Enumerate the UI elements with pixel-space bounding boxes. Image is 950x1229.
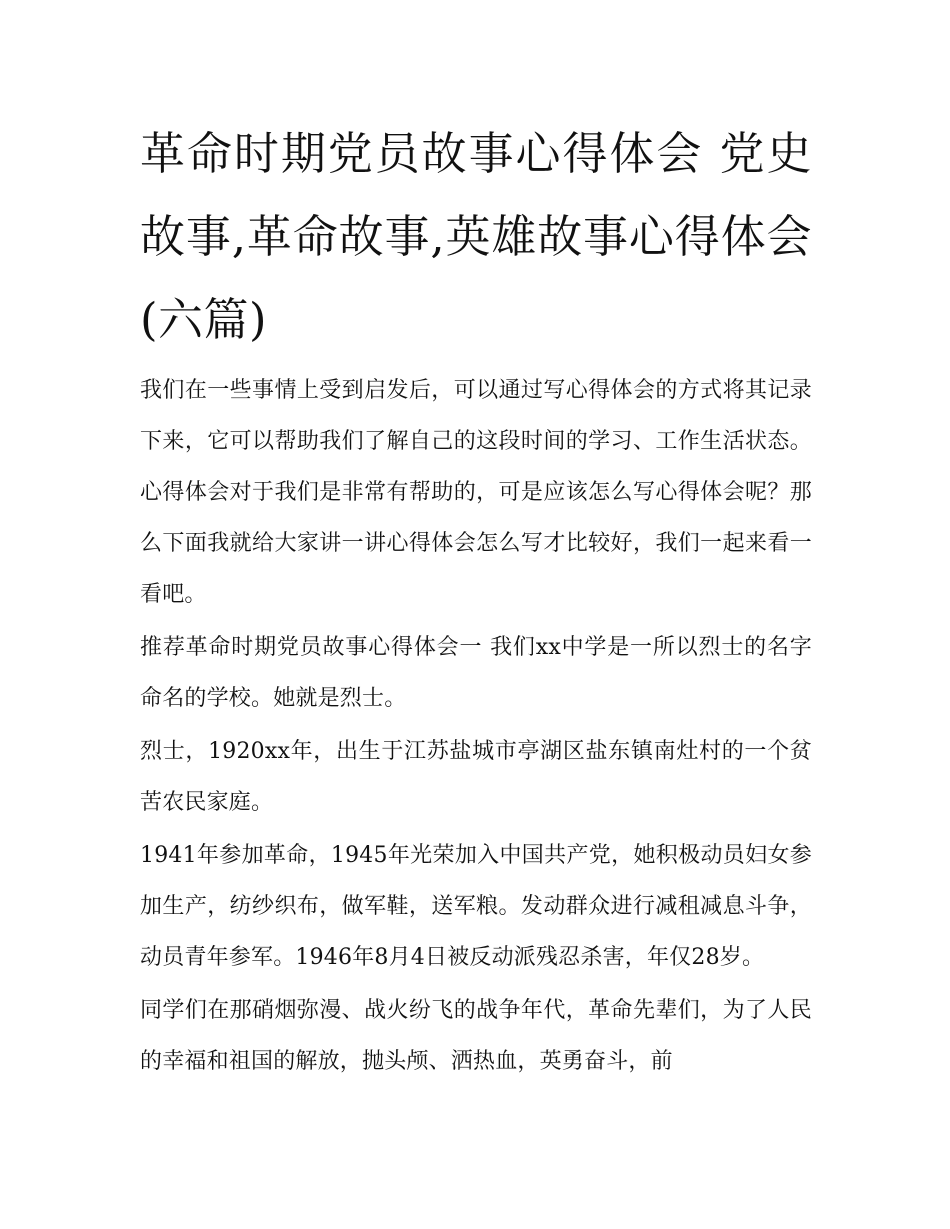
paragraph-intro: 我们在一些事情上受到启发后，可以通过写心得体会的方式将其记录下来，它可以帮助我们了解自己的这段时间的学习、工作生活状态。心得体会对于我们是非常有帮助的，可是应该怎么写心得体会呢？那么下面我就给大家讲一讲心得体会怎么写才比较好，我们一起来看一看吧。 (140, 378, 812, 607)
page-title: 革命时期党员故事心得体会 党史故事,革命故事,英雄故事心得体会(六篇) (140, 127, 812, 346)
paragraph-story-one: 推荐革命时期党员故事心得体会一 我们xx中学是一所以烈士的名字命名的学校。她就是烈士。 (140, 635, 812, 711)
paragraph-martyr-history: 1941年参加革命，1945年光荣加入中国共产党，她积极动员妇女参加生产，纺纱织布，做军鞋，送军粮。发动群众进行减租减息斗争，动员青年参军。1946年8月4日被反动派残忍杀害，年仅28岁。 (140, 843, 812, 970)
paragraph-martyr-birth: 烈士，1920xx年，出生于江苏盐城市亭湖区盐东镇南灶村的一个贫苦农民家庭。 (140, 739, 812, 815)
paragraph-classmates: 同学们在那硝烟弥漫、战火纷飞的战争年代，革命先辈们，为了人民的幸福和祖国的解放，抛头颅、洒热血，英勇奋斗，前 (140, 998, 812, 1074)
document-content (140, 112, 812, 1089)
